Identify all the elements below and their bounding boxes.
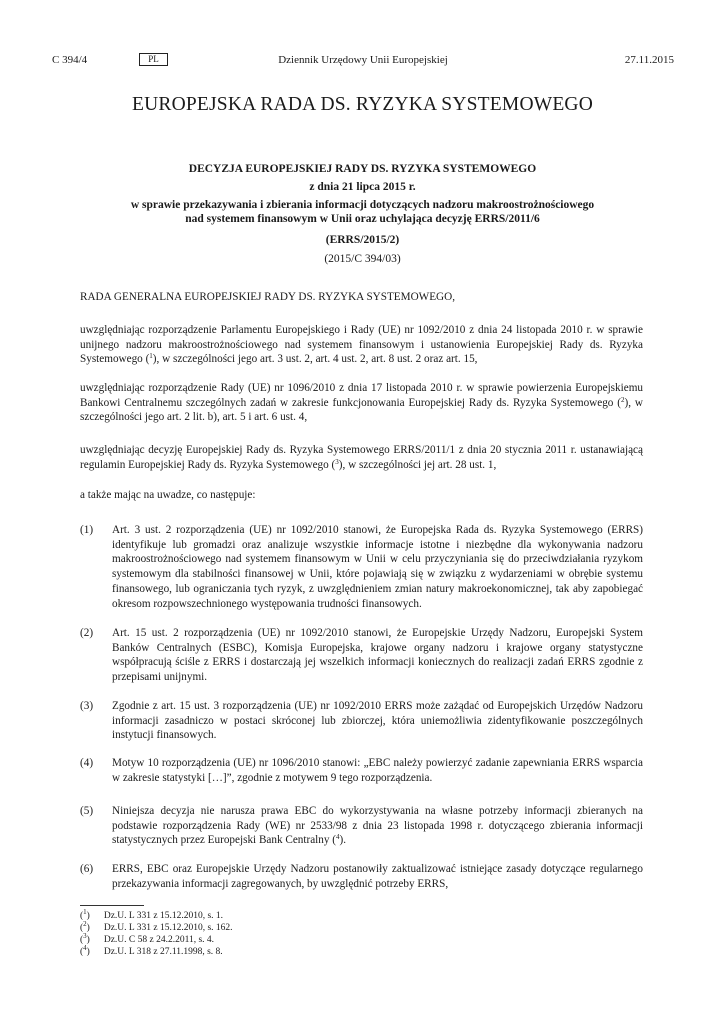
decision-subject-line-1: w sprawie przekazywania i zbierania informacji dotyczących nadzoru makroostrożnościowego [130, 199, 595, 211]
preamble-intro: RADA GENERALNA EUROPEJSKIEJ RADY DS. RYZYKA SYSTEMOWEGO, [80, 291, 456, 303]
footnote-ref[interactable]: 2 [621, 395, 625, 404]
recital-text: Art. 3 ust. 2 rozporządzenia (UE) nr 1092/2010 stanowi, że Europejska Rada ds. Ryzyka Systemowego (ERRS) identyfikuje lub gromadzi oraz analizuje wszystkie informacje istotne i niezbędne dla wykonywania nadzoru makroostrożnościowego nad systemem finansowym w Unii w celu przyczyniania się do przeciwdziałania ryzykom systemowym dla stabilności finansowej w Unii, które pojawiają się w związku z wydarzeniami w obrębie systemu finansowego, lub ograniczania tych ryzyk, z uwzględnieniem zmian natury makroekonomicznej, tak aby zapobiegać okresom rozpowszechnionego występowania trudności finansowych. [112, 524, 643, 610]
decision-heading: DECYZJA EUROPEJSKIEJ RADY DS. RYZYKA SYSTEMOWEGO [188, 163, 537, 175]
journal-name: Dziennik Urzędowy Unii Europejskiej [278, 54, 448, 66]
recital-number: (1) [80, 524, 94, 536]
citation-paragraph: uwzględniając rozporządzenie Parlamentu Europejskiego i Rady (UE) nr 1092/2010 z dnia 24 listopada 2010 r. w sprawie unijnego nadzoru makroostrożnościowego nad systemem finansowym i ustanowienia Europejskiej Rady ds. Ryzyka Systemowego ($^1$), w szczególności jego art. 3 ust. 2, art. 4 ust. 2, art. 8 ust. 2 oraz art. 15, [80, 324, 643, 366]
publication-date: 27.11.2015 [624, 54, 674, 66]
institution-title: EUROPEJSKA RADA DS. RYZYKA SYSTEMOWEGO [131, 94, 594, 115]
recital-text: Motyw 10 rozporządzenia (UE) nr 1096/2010 stanowi: „EBC należy powierzyć zadanie zapewniania ERRS wsparcia w zakresie statystyki […]”, zgodnie z motywem 9 tego rozporządzenia. [112, 757, 643, 784]
recital-text: Art. 15 ust. 2 rozporządzenia (UE) nr 1092/2010 stanowi, że Europejskie Urzędy Nadzoru, Europejski System Banków Centralnych (ESBC), Komisja Europejska, krajowe organy nadzoru i krajowe organy statystyczne współpracują ściśle z ERRS i dostarczają jej wszelkich informacji koniecznych do realizacji zadań ERRS zgodnie z przepisami unijnymi. [112, 627, 643, 684]
footnote: ($^4$) Dz.U. L 318 z 27.11.1998, s. 8. [80, 944, 223, 957]
page-header [52, 52, 674, 68]
recital-number: (3) [80, 700, 94, 712]
recital-number: (6) [80, 863, 94, 875]
page-reference: C 394/4 [52, 54, 88, 66]
recital-number: (5) [80, 805, 94, 817]
footnote: ($^1$) Dz.U. L 331 z 15.12.2010, s. 1. [80, 908, 224, 921]
footnote: ($^2$) Dz.U. L 331 z 15.12.2010, s. 162. [80, 920, 233, 933]
citation-paragraph: uwzględniając rozporządzenie Rady (UE) nr 1096/2010 z dnia 17 listopada 2010 r. w sprawie powierzenia Europejskiemu Bankowi Centralnemu szczególnych zadań w zakresie funkcjonowania Europejskiej Rady ds. Ryzyka Systemowego ($^2$), w szczególności jego art. 2 lit. b), art. 5 i art. 6 ust. 4, [80, 382, 643, 424]
footnote-divider [80, 905, 144, 906]
recital-number: (4) [80, 757, 94, 769]
recital-text: Niniejsza decyzja nie narusza prawa EBC do wykorzystywania na własne potrzeby informacji zbieranych na podstawie rozporządzenia Rady (WE) nr 2533/98 z dnia 23 listopada 1998 r. dotyczącego zbierania informacji statystycznych przez Europejski Bank Centralny ($^4$). [112, 805, 643, 847]
whereas-intro: a także mając na uwadze, co następuje: [80, 489, 256, 501]
decision-date: z dnia 21 lipca 2015 r. [309, 181, 416, 193]
decision-subject-line-2: nad systemem finansowym w Unii oraz uchylająca decyzję ERRS/2011/6 [185, 213, 540, 225]
footnote-ref[interactable]: 1 [149, 352, 153, 361]
footnote: ($^3$) Dz.U. C 58 z 24.2.2011, s. 4. [80, 932, 215, 945]
recital-text: ERRS, EBC oraz Europejskie Urzędy Nadzoru postanowiły zaktualizować istniejące zasady dotyczące regularnego przekazywania informacji zagregowanych, by uwzględnić potrzeby ERRS, [112, 863, 643, 890]
language-badge: PL [139, 53, 168, 66]
recital-number: (2) [80, 627, 94, 639]
recital-text: Zgodnie z art. 15 ust. 3 rozporządzenia (UE) nr 1092/2010 ERRS może zażądać od Europejskich Urzędów Nadzoru informacji zasadniczo w postaci skróconej lub zbiorczej, która uniemożliwia zidentyfikowanie poszczególnych instytucji finansowych. [112, 700, 643, 742]
footnote-ref[interactable]: 3 [335, 457, 339, 466]
citation-paragraph: uwzględniając decyzję Europejskiej Rady ds. Ryzyka Systemowego ERRS/2011/1 z dnia 20 stycznia 2011 r. ustanawiającą regulamin Europejskiej Rady ds. Ryzyka Systemowego ($^3$), w szczególności jej art. 28 ust. 1, [80, 444, 643, 471]
decision-reference: (2015/C 394/03) [324, 253, 401, 265]
footnote-ref[interactable]: 4 [336, 833, 340, 842]
decision-code: (ERRS/2015/2) [325, 234, 400, 246]
